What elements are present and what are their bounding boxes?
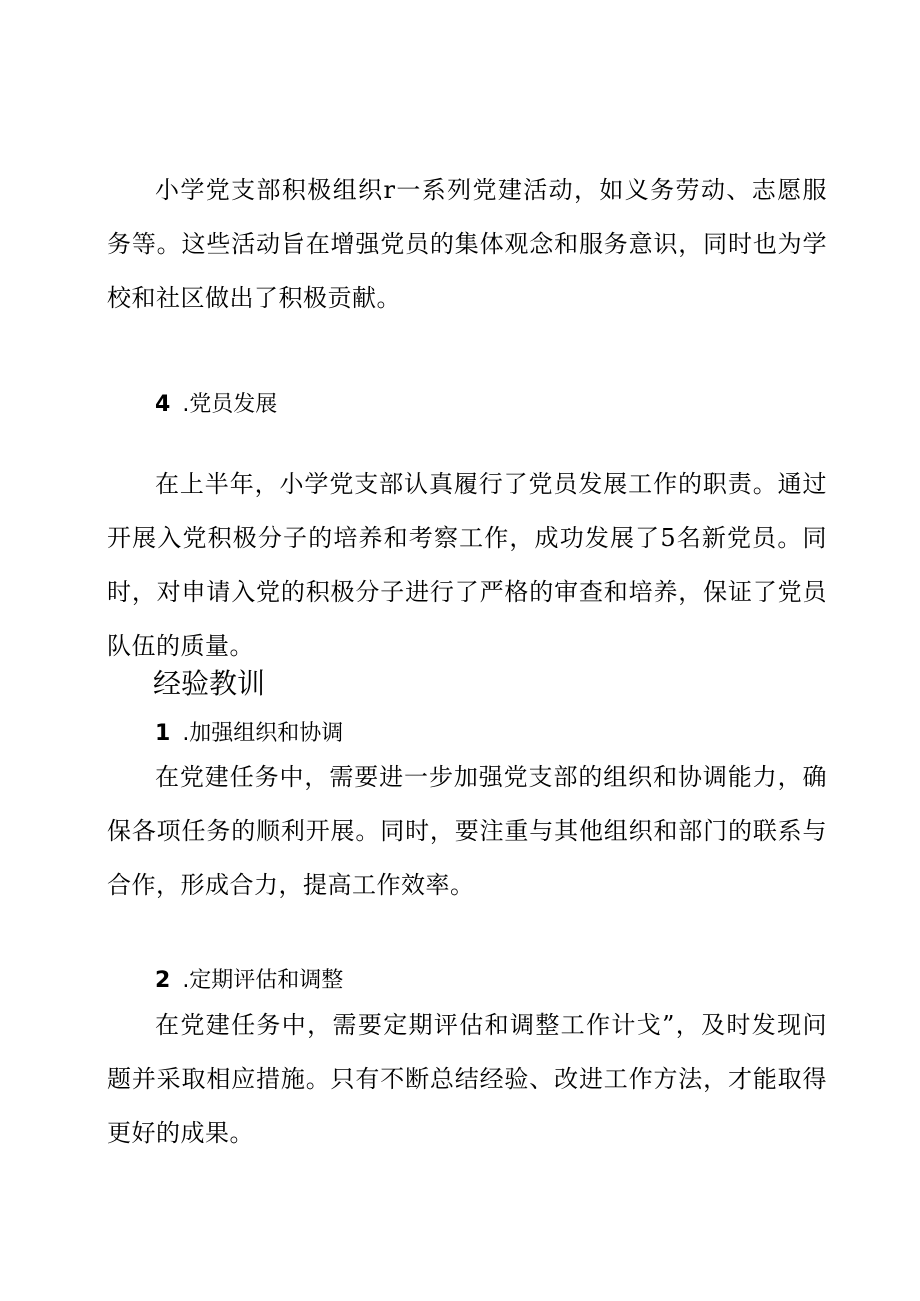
heading-number: 4 [155,392,171,417]
heading-periodic-review [155,963,875,994]
heading-number: 2 [155,968,171,993]
paragraph-member-development: 在上半年，小学党支部认真履行了党员发展工作的职责。通过开展入党积极分子的培养和考察工作，成功发展了5名新党员。同时，对申请入党的积极分子进行了严格的审查和培养，保证了党员队伍的质量。 [107,470,827,660]
heading-party-member-development [155,387,875,418]
section-title-lessons: 经验教训 [153,667,266,700]
heading-strengthen-coordination [155,716,875,747]
heading-text: .定期评估和调整 [182,968,344,993]
heading-text: .加强组织和协调 [182,721,344,746]
heading-number: 1 [155,721,171,746]
paragraph-coordination: 在党建任务中，需要进一步加强党支部的组织和协调能力，确保各项任务的顺利开展。同时，要注重与其他组织和部门的联系与合作，形成合力，提高工作效率。 [107,763,827,899]
paragraph-party-activities: 小学党支部积极组织r一系列党建活动，如义务劳动、志愿服务等。这些活动旨在增强党员的集体观念和服务意识，同时也为学校和社区做出了积极贡献。 [107,176,827,312]
paragraph-periodic-review: 在党建任务中，需要定期评估和调整工作计戈”，及时发现问题并采取相应措施。只有不断总结经验、改进工作方法，才能取得更好的成果。 [107,1011,827,1147]
heading-text: .党员发展 [182,392,278,417]
